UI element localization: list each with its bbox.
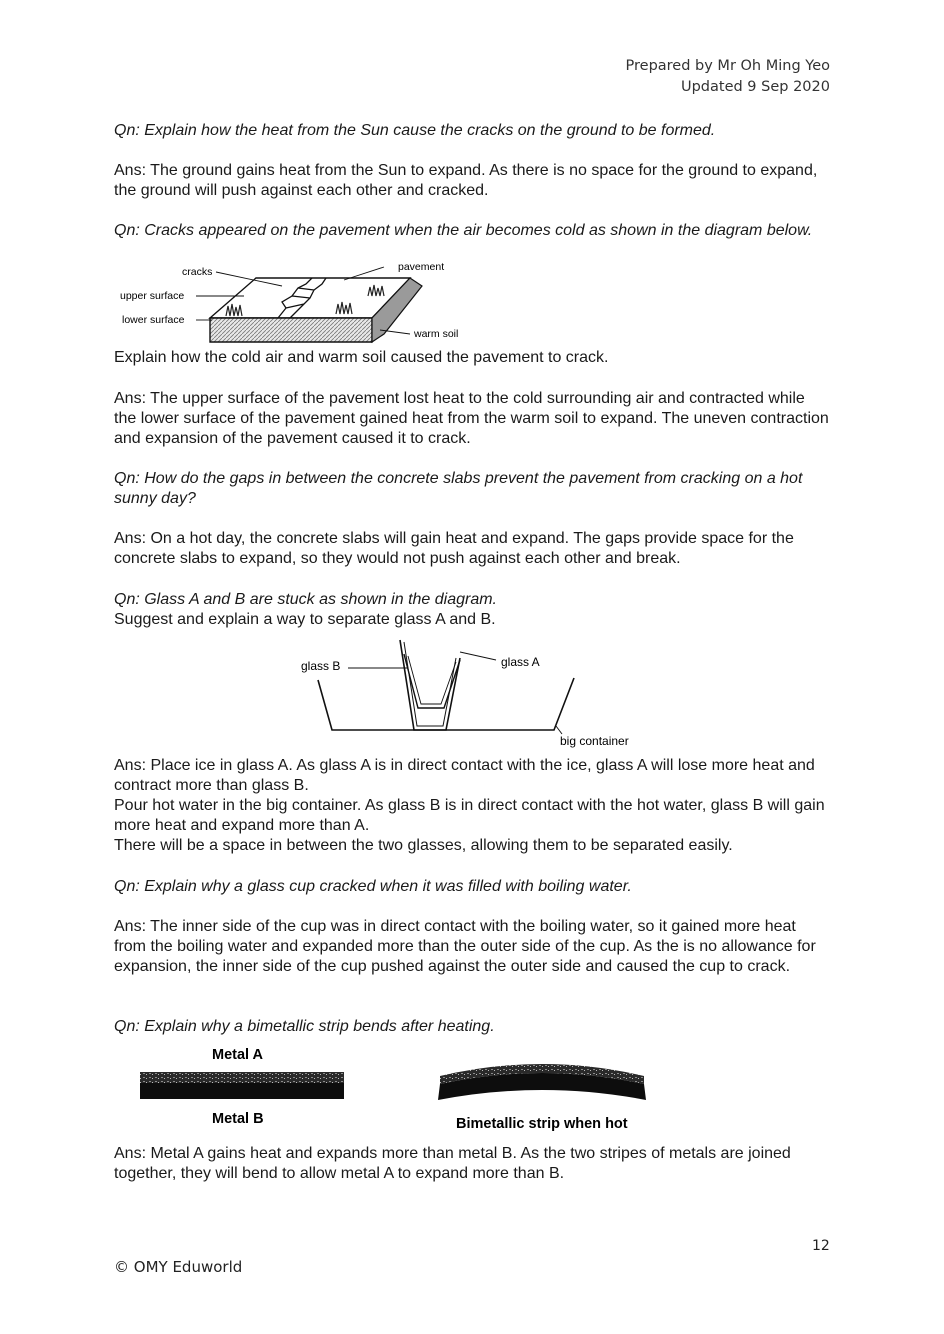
question-1: Qn: Explain how the heat from the Sun cause the cracks on the ground to be formed.: [114, 122, 716, 139]
question-4: Qn: Glass A and B are stuck as shown in the diagram.: [114, 591, 497, 608]
copyright: © OMY Eduworld: [114, 1258, 243, 1276]
pavement-front-face: [210, 318, 372, 342]
label-bimetallic-hot: Bimetallic strip when hot: [456, 1116, 628, 1132]
question-6: Qn: Explain why a bimetallic strip bends after heating.: [114, 1018, 495, 1035]
bimetallic-strip-diagram: [130, 1040, 670, 1136]
label-glass-a: glass A: [501, 655, 540, 669]
answer-4-part-3: There will be a space in between the two glasses, allowing them to be separated easily.: [114, 837, 733, 854]
question-5: Qn: Explain why a glass cup cracked when it was filled with boiling water.: [114, 878, 632, 895]
label-pavement: pavement: [398, 261, 445, 273]
answer-4-part-1: Ans: Place ice in glass A. As glass A is in direct contact with the ice, glass A will lose more heat and contract more than glass B.: [114, 757, 815, 794]
metal-a-layer: [140, 1072, 344, 1083]
label-lower-surface: lower surface: [122, 314, 185, 326]
label-warm-soil: warm soil: [414, 328, 459, 340]
updated-date: Updated 9 Sep 2020: [680, 79, 830, 95]
label-metal-a: Metal A: [212, 1047, 264, 1063]
label-glass-b: glass B: [301, 659, 341, 673]
question-3: Qn: How do the gaps in between the concrete slabs prevent the pavement from cracking on a hot sunny day?: [114, 470, 803, 507]
prompt-4: Suggest and explain a way to separate glass A and B.: [114, 611, 496, 628]
metal-b-layer: [140, 1083, 344, 1099]
question-2: Qn: Cracks appeared on the pavement when the air becomes cold as shown in the diagram below.: [114, 222, 813, 239]
pavement-diagram: [114, 258, 474, 344]
answer-1: Ans: The ground gains heat from the Sun to expand. As there is no space for the ground to expand, the ground will push against each other and cracked.: [114, 162, 818, 199]
answer-3: Ans: On a hot day, the concrete slabs will gain heat and expand. The gaps provide space for the concrete slabs to expand, so they would not push against each other and break.: [114, 530, 794, 567]
label-upper-surface: upper surface: [120, 290, 185, 302]
answer-6: Ans: Metal A gains heat and expands more than metal B. As the two stripes of metals are joined together, they will bend to allow metal A to expand more than B.: [114, 1145, 791, 1182]
label-big-container: big container: [560, 734, 629, 748]
prompt-2: Explain how the cold air and warm soil caused the pavement to crack.: [114, 349, 609, 366]
answer-5: Ans: The inner side of the cup was in direct contact with the boiling water, so it gained more heat from the boiling water and expanded more than the outer side of the cup. As the is no allowance for expansion, the inner side of the cup pushed against the outer side and caused the cup to crack.: [114, 918, 816, 975]
answer-2: Ans: The upper surface of the pavement lost heat to the cold surrounding air and contracted while the lower surface of the pavement gained heat from the warm soil to expand. The uneven contraction and expansion of the pavement caused it to crack.: [114, 390, 829, 447]
answer-4-part-2: Pour hot water in the big container. As glass B is in direct contact with the hot water, glass B will gain more heat and expand more than A.: [114, 797, 825, 834]
page-number: 12: [812, 1238, 830, 1254]
label-metal-b: Metal B: [212, 1111, 264, 1127]
label-cracks: cracks: [182, 266, 213, 278]
prepared-by: Prepared by Mr Oh Ming Yeo: [625, 58, 830, 74]
glass-diagram: [296, 636, 656, 752]
